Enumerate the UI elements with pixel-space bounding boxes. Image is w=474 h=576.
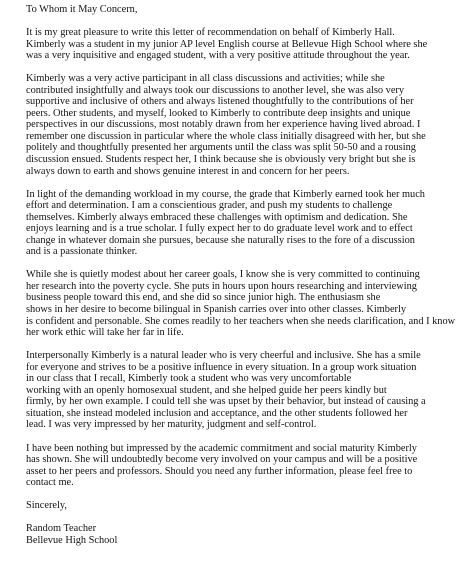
text-line: shows in her desire to become bilingual in Spanish carries over into other classes. Kimberly xyxy=(26,304,407,316)
paragraph-participation xyxy=(26,73,468,177)
signer-organization: Bellevue High School xyxy=(26,534,118,546)
text-line: change in whatever domain she pursues, because she naturally rises to the fore of a discussion xyxy=(26,234,415,246)
text-line: business people toward this end, and she did so since junior high. The enthusiasm she xyxy=(26,292,381,304)
text-line: in our class that I recall, Kimberly took a student who was very uncomfortable xyxy=(26,373,352,385)
text-line: Interpersonally Kimberly is a natural leader who is very cheerful and inclusive. She has a smile xyxy=(26,350,421,362)
text-line: supportive and inclusive of others and always listened thoughtfully to the contributions of her xyxy=(26,96,414,108)
text-line: In light of the demanding workload in my course, the grade that Kimberly earned took her much xyxy=(26,188,425,200)
text-line: contact me. xyxy=(26,477,74,489)
text-line: While she is quietly modest about her career goals, I know she is very committed to continuing xyxy=(26,269,420,281)
text-line: peers. Other students, and myself, looked to Kimberly to contribute deep insights and unique xyxy=(26,107,411,119)
text-line: working with an openly homosexual student, and she helped guide her peers kindly but xyxy=(26,384,387,396)
text-line: has shown. She will undoubtedly become very involved on your campus and will be a positive xyxy=(26,454,418,466)
paragraph-leadership xyxy=(26,350,468,431)
paragraph-conclusion xyxy=(26,443,468,489)
text-line: firmly, by her own example. I could tell she was upset by their behavior, but instead of causing a xyxy=(26,396,426,408)
text-line: effort and determination. I am a conscientious grader, and push my students to challenge xyxy=(26,200,393,212)
salutation: To Whom it May Concern, xyxy=(26,4,138,15)
text-line: remember one discussion in particular where the whole class initially disagreed with her, but she xyxy=(26,130,426,142)
text-line: situation, she instead modeled inclusion and acceptance, and the other students followed her xyxy=(26,407,408,419)
text-line: politely and thoughtfully presented her arguments until the class was split 50-50 and a rousing xyxy=(26,142,416,154)
text-line: I have been nothing but impressed by the academic commitment and social maturity Kimberly xyxy=(26,442,417,454)
text-line: Kimberly was a very active participant in all class discussions and activities; while she xyxy=(26,73,385,85)
text-line: asset to her peers and professors. Should you need any further information, please feel free to xyxy=(26,465,413,477)
signature-block xyxy=(26,523,468,546)
text-line: discussion ensued. Students respect her, I think because she is obviously very bright but she is xyxy=(26,154,416,166)
paragraph-career-goals xyxy=(26,269,468,338)
text-line: enjoys learning and is a true scholar. I fully expect her to do graduate level work and to effect xyxy=(26,223,413,235)
closing: Sincerely, xyxy=(26,500,67,512)
text-line: It is my great pleasure to write this letter of recommendation on behalf of Kimberly Hall. xyxy=(26,27,395,39)
text-line: contributed insightfully and always took our discussions to another level, she was also very xyxy=(26,84,405,96)
text-line: Kimberly was a student in my junior AP level English course at Bellevue High School where she xyxy=(26,38,428,50)
text-line: perspectives in our discussions, most notably drawn from her experience having lived abroad. I xyxy=(26,119,421,131)
text-line: for everyone and strives to be a positive influence in every situation. In a group work situation xyxy=(26,361,417,373)
text-line: was a very inquisitive and engaged student, with a very positive attitude throughout the year. xyxy=(26,50,410,62)
text-line: lead. I was very impressed by her maturity, judgment and self-control. xyxy=(26,419,317,431)
text-line: and is a passionate thinker. xyxy=(26,246,138,258)
signer-name: Random Teacher xyxy=(26,523,97,535)
text-line: her work ethic will take her far in life. xyxy=(26,327,184,339)
text-line: is confident and personable. She comes readily to her teachers when she needs clarification, and I know xyxy=(26,315,456,327)
text-line: themselves. Kimberly always embraced these challenges with optimism and dedication. She xyxy=(26,211,408,223)
paragraph-workload xyxy=(26,189,468,258)
text-line: always down to earth and shows genuine interest in and concern for her peers. xyxy=(26,165,350,177)
paragraph-introduction xyxy=(26,27,468,62)
text-line: her research into the poverty cycle. She puts in hours upon hours researching and interviewing xyxy=(26,280,417,292)
